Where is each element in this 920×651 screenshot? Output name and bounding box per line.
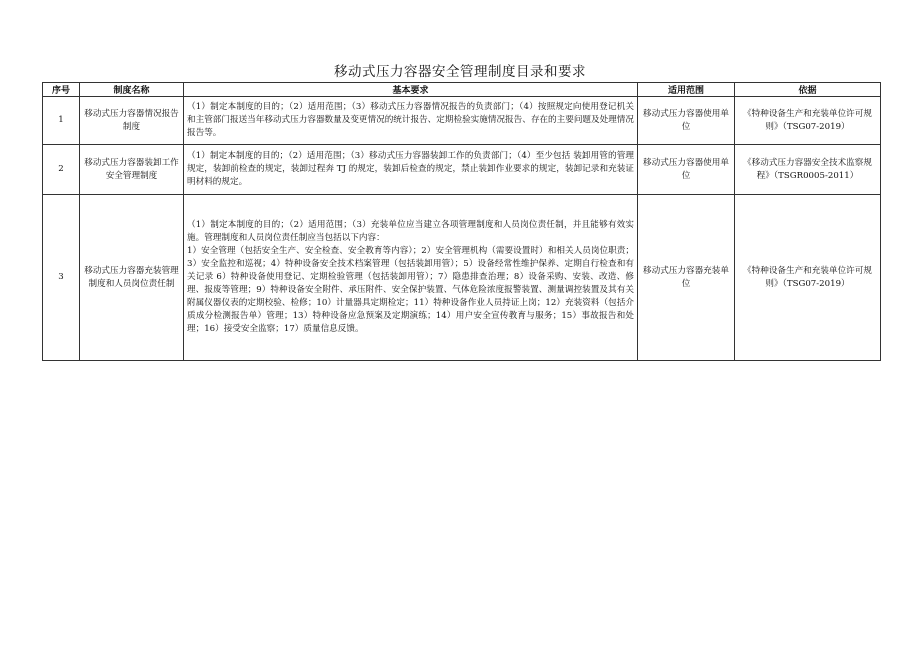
- row-requirements: （1）制定本制度的目的；（2）适用范围；（3）移动式压力容器装卸工作的负责部门；（4）至少包括 装卸用管的管理规定，装卸前检查的规定，装卸过程奔 TJ 的规定，装卸后检查的规定，禁止装卸作业要求的规定，装卸记录和充装证明材料的规定。: [184, 145, 638, 195]
- row-basis: 《移动式压力容器安全技术监察规程》（TSGR0005-2011）: [735, 145, 881, 195]
- header-no: 序号: [43, 83, 80, 97]
- header-requirements: 基本要求: [184, 83, 638, 97]
- row-name: 移动式压力容器充装管理制度和人员岗位责任制: [80, 195, 184, 361]
- requirements-paragraph: （1）制定本制度的目的；（2）适用范围；（3）充装单位应当建立各项管理制度和人员岗位责任制，并且能够有效实施。管理制度和人员岗位责任制应当包括以下内容：: [187, 220, 634, 243]
- table-row: [43, 195, 881, 361]
- page-title: 移动式压力容器安全管理制度目录和要求: [334, 64, 586, 80]
- header-basis: 依据: [735, 83, 881, 97]
- table-header-row: [43, 83, 881, 97]
- table-row: [43, 145, 881, 195]
- row-requirements: [184, 195, 638, 361]
- row-requirements: （1）制定本制度的目的；（2）适用范围；（3）移动式压力容器情况报告的负责部门；（4）按照规定向使用登记机关和主管部门报送当年移动式压力容器数量及变更情况的统计报告、定期检验实施情况报告、存在的主要问题及处理情况报告等。: [184, 97, 638, 145]
- table-row: [43, 97, 881, 145]
- regulation-table: [42, 82, 881, 361]
- row-scope: 移动式压力容器充装单位: [638, 195, 735, 361]
- header-scope: 适用范围: [638, 83, 735, 97]
- requirements-paragraph: 1）安全管理（包括安全生产、安全检查、安全教育等内容）；2）安全管理机构（需要设置时）和相关人员岗位职责；3）安全监控和巡视；4）特种设备安全技术档案管理（包括装卸用管）；5）设备经常性维护保养、定期自行检查和有关记录 6）特种设备使用登记、定期检验管理（包括装卸用管）；7）隐患排查治理；8）设备采购、安装、改造、修理、报废等管理；9）特种设备安全附件、承压附件、安全保护装置、气体危险浓度报警装置、测量调控装置及其有关附属仪器仪表的定期校验、检修；10）计量器具定期检定；11）特种设备作业人员持证上岗；12）充装资料（包括介质成分检测报告单）管理；13）特种设备应急预案及定期演练；14）用户安全宣传教育与服务；15）事故报告和处理；16）接受安全监察；17）质量信息反馈。: [187, 246, 634, 334]
- row-basis: 《特种设备生产和充装单位许可规则》（TSG07-2019）: [735, 195, 881, 361]
- row-scope: 移动式压力容器使用单位: [638, 145, 735, 195]
- row-no: 3: [43, 195, 80, 361]
- header-name: 制度名称: [80, 83, 184, 97]
- row-no: 2: [43, 145, 80, 195]
- row-scope: 移动式压力容器使用单位: [638, 97, 735, 145]
- row-name: 移动式压力容器情况报告制度: [80, 97, 184, 145]
- row-basis: 《特种设备生产和充装单位许可规则》（TSG07-2019）: [735, 97, 881, 145]
- row-name: 移动式压力容器装卸工作安全管理制度: [80, 145, 184, 195]
- row-no: 1: [43, 97, 80, 145]
